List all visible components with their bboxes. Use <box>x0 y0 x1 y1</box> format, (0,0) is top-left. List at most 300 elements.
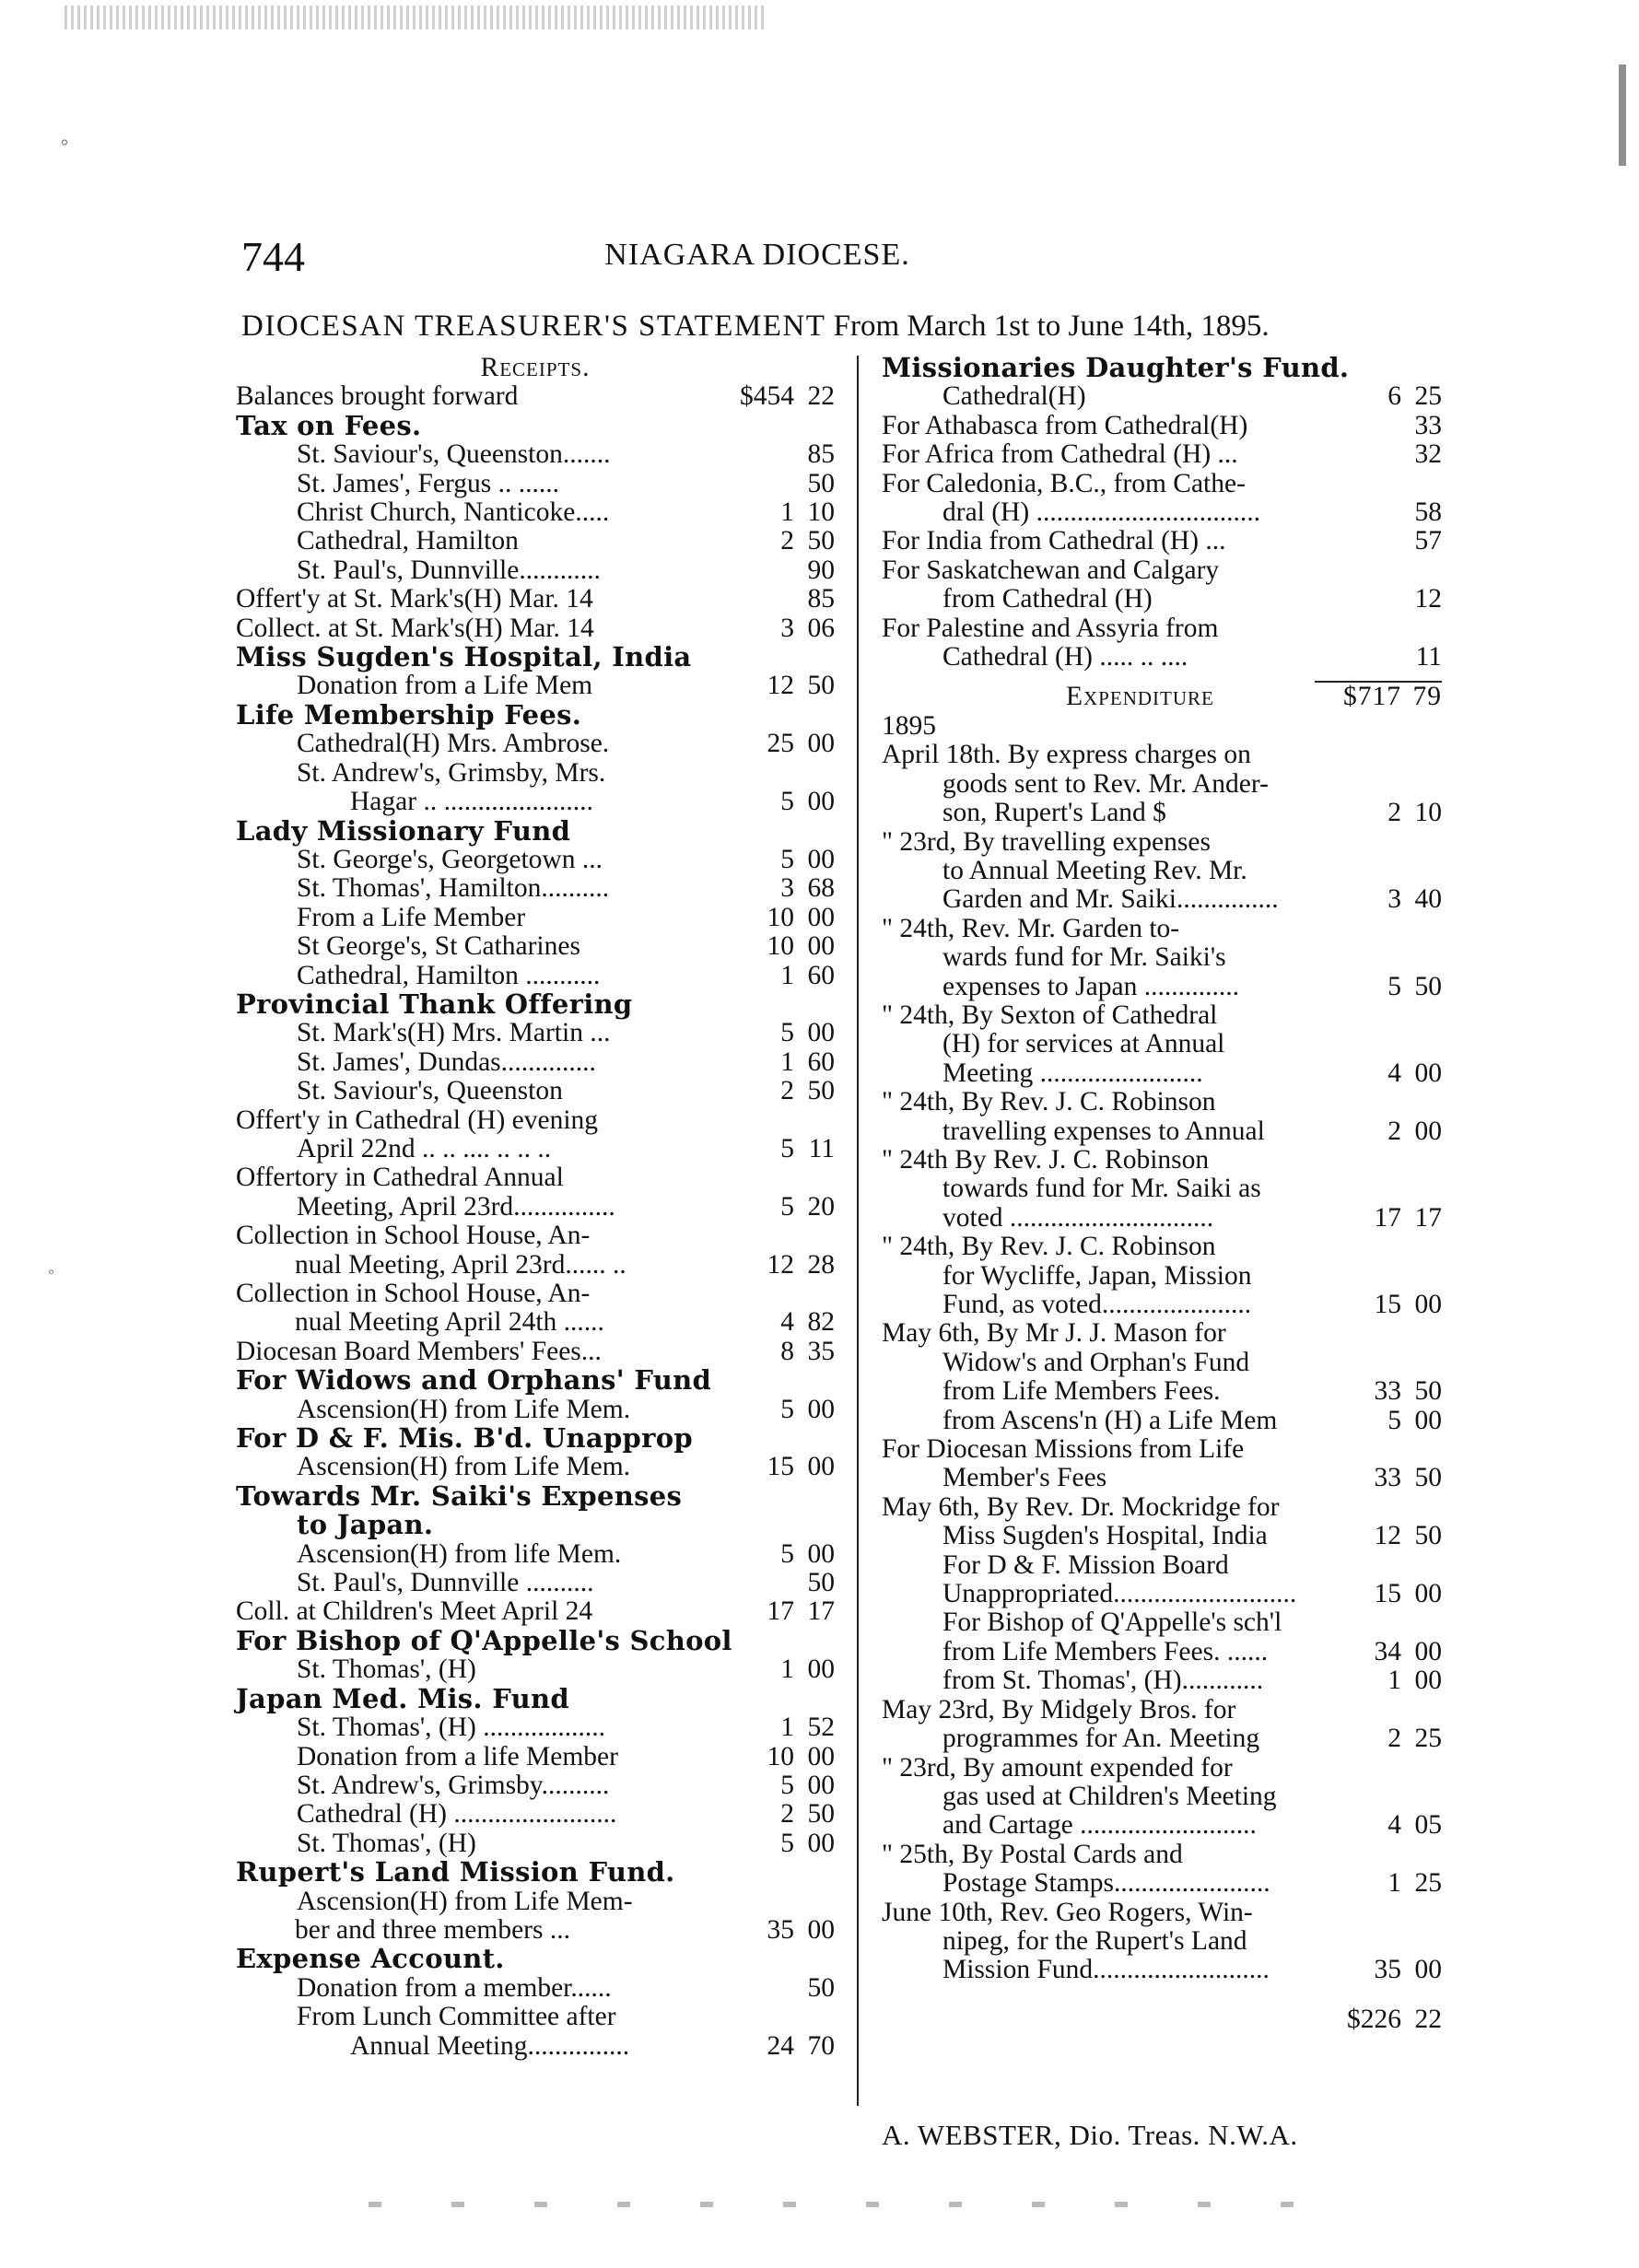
amount <box>1387 1435 1442 1464</box>
ledger-line-text: " 23rd, By amount expended for <box>882 1753 1233 1783</box>
ledger-line-text: from Life Members Fees. <box>942 1377 1221 1407</box>
ledger-line <box>236 614 835 643</box>
ledger-line-text: from Ascens'n (H) a Life Mem <box>942 1406 1278 1435</box>
amount <box>1387 1319 1442 1348</box>
ledger-line <box>882 1377 1442 1406</box>
ledger-line <box>882 1030 1442 1058</box>
amount <box>1387 614 1442 643</box>
amount-cents: 00 <box>807 902 835 932</box>
amount <box>779 470 835 498</box>
fund-heading-text: Japan Med. Mis. Fund <box>236 1682 569 1714</box>
ledger-line <box>236 1048 835 1077</box>
ledger-line <box>882 1349 1442 1377</box>
amount <box>1387 1927 1442 1956</box>
ledger-line <box>236 759 835 788</box>
fund-heading-text: Towards Mr. Saiki's Expenses <box>236 1479 683 1512</box>
amount-dollars: 1 <box>780 497 794 528</box>
amount-cents: 00 <box>807 1654 835 1685</box>
amount-cents: 35 <box>807 1336 835 1366</box>
ledger-line-text: Cathedral(H) Mrs. Ambrose. <box>297 730 610 759</box>
ledger-line <box>882 770 1442 799</box>
amount-dollars: 12 <box>1374 1521 1401 1551</box>
ledger-line <box>882 943 1442 972</box>
ledger-line-text: St. Paul's, Dunnville............ <box>297 555 601 585</box>
ledger-line-text: Ascension(H) from Life Mem. <box>297 1395 631 1424</box>
ledger-line-text: St. Thomas', (H) <box>297 1655 476 1685</box>
ledger-line <box>882 1233 1442 1261</box>
amount-cents: 82 <box>807 1307 835 1338</box>
amount-cents: 00 <box>807 1452 835 1482</box>
amount-dollars: 5 <box>780 1018 794 1048</box>
amount <box>779 1540 835 1569</box>
ledger-line <box>236 1396 835 1424</box>
amount-dollars: 35 <box>1374 1955 1401 1985</box>
amount-cents: 40 <box>1414 884 1442 915</box>
amount <box>1387 643 1442 672</box>
amount <box>779 1974 835 2003</box>
amount-cents: 20 <box>807 1191 835 1222</box>
ledger-line <box>236 1019 835 1047</box>
fund-heading <box>236 409 835 441</box>
amount-cents: 00 <box>1414 1405 1442 1435</box>
amount-cents: 00 <box>807 1538 835 1569</box>
amount-dollars: 5 <box>780 1828 794 1858</box>
amount-cents: 50 <box>807 671 835 701</box>
scan-artifact-bottom <box>369 2202 1345 2207</box>
ledger-line-text: St. Saviour's, Queenston....... <box>297 440 611 470</box>
page-header <box>241 232 1384 287</box>
ledger-line <box>236 1655 835 1684</box>
ledger-line <box>236 1743 835 1771</box>
ledger-line-text: ber and three members ... <box>295 1915 570 1945</box>
amount-dollars: 3 <box>780 613 794 643</box>
amount <box>779 1569 835 1597</box>
amount-dollars: 10 <box>767 931 794 962</box>
amount-cents: 00 <box>1414 1290 1442 1319</box>
amount <box>1387 1117 1442 1146</box>
amount-dollars: 1 <box>1387 1666 1401 1696</box>
amount <box>1387 382 1442 411</box>
amount <box>1387 412 1442 440</box>
ledger-line <box>882 1059 1442 1088</box>
amount <box>1387 915 1442 943</box>
ledger-line <box>882 1204 1442 1233</box>
amount <box>1387 1349 1442 1377</box>
amount <box>1375 1204 1443 1233</box>
ledger-line-text: Fund, as voted...................... <box>942 1291 1252 1319</box>
ledger-line <box>882 741 1442 769</box>
ledger-line <box>236 527 835 555</box>
amount <box>779 759 835 788</box>
ledger-line-text: Collect. at St. Mark's(H) Mar. 14 <box>236 614 594 643</box>
amount <box>1387 1175 1442 1203</box>
amount <box>779 2003 835 2031</box>
ledger-line-text: goods sent to Rev. Mr. Ander- <box>942 769 1269 799</box>
ledger-line-text: from St. Thomas', (H)............ <box>942 1666 1264 1696</box>
amount-dollars: 17 <box>1374 1202 1401 1233</box>
ledger-line <box>882 1146 1442 1175</box>
ledger-line <box>236 672 835 700</box>
amount <box>1387 1841 1442 1869</box>
amount-cents: 22 <box>807 381 835 412</box>
amount-dollars: 15 <box>1374 1290 1401 1319</box>
ledger-line-text: St George's, St Catharines <box>297 932 580 962</box>
fund-heading <box>236 1424 835 1453</box>
ledger-line <box>882 1117 1442 1146</box>
amount <box>779 1193 835 1222</box>
amount-cents: 60 <box>807 1046 835 1077</box>
statement-title-period: From March 1st to June 14th, 1895. <box>833 310 1270 343</box>
column-divider <box>857 356 859 2106</box>
scan-artifact-right <box>1619 64 1626 166</box>
amount-cents: 00 <box>1414 1116 1442 1146</box>
fund-heading <box>236 1366 835 1395</box>
amount-cents: 90 <box>807 555 835 585</box>
ledger-line-text: Cathedral, Hamilton <box>297 527 519 556</box>
amount <box>779 1163 835 1192</box>
amount-cents: 00 <box>807 1770 835 1800</box>
ledger-line <box>236 440 835 469</box>
ledger-line-text: Mission Fund.......................... <box>942 1956 1270 1985</box>
amount <box>1387 1407 1442 1435</box>
amount-dollars: 34 <box>1374 1636 1401 1666</box>
amount <box>1375 1377 1443 1406</box>
amount-dollars: 2 <box>780 1799 794 1830</box>
amount-dollars: 12 <box>767 671 794 701</box>
ledger-line <box>882 585 1442 614</box>
ledger-line <box>882 1927 1442 1956</box>
ledger-line <box>236 1916 835 1945</box>
amount-cents: 00 <box>807 1914 835 1945</box>
ledger-line-text: and Cartage .......................... <box>942 1811 1257 1841</box>
ledger-line-text: son, Rupert's Land $ <box>942 799 1166 828</box>
ledger-line <box>236 1540 835 1569</box>
ledger-line-text: voted .............................. <box>942 1203 1214 1233</box>
ledger-line-text: For Athabasca from Cathedral(H) <box>882 411 1248 440</box>
amount-cents: 25 <box>1414 1724 1442 1754</box>
ledger-line-text: programmes for An. Meeting <box>942 1724 1260 1754</box>
amount-cents: 32 <box>1414 439 1442 470</box>
running-title: NIAGARA DIOCESE. <box>604 238 910 272</box>
ledger-line-text: For Africa from Cathedral (H) ... <box>882 440 1238 470</box>
amount <box>779 1888 835 1916</box>
ledger-line-text: For Diocesan Missions from Life <box>882 1435 1245 1465</box>
ledger-line-text: Widow's and Orphan's Fund <box>942 1348 1250 1377</box>
ledger-line-text: 1895 <box>882 711 936 741</box>
amount <box>779 1048 835 1077</box>
spacer <box>882 1985 1442 2005</box>
amount <box>1387 857 1442 885</box>
amount-cents: 00 <box>807 844 835 874</box>
amount <box>1387 1608 1442 1637</box>
amount-cents: 00 <box>1414 1666 1442 1696</box>
amount <box>1375 1956 1443 1984</box>
fund-heading <box>236 1945 835 1973</box>
fund-heading-text: to Japan. <box>297 1509 434 1541</box>
ledger-line <box>882 440 1442 469</box>
fund-heading-text: For D & F. Mis. B'd. Unapprop <box>236 1422 693 1455</box>
ledger-line <box>882 1783 1442 1811</box>
ledger-line-text: Collection in School House, An- <box>236 1280 591 1308</box>
ledger-line-text: St. Andrew's, Grimsby.......... <box>297 1771 610 1800</box>
amount-cents: 17 <box>807 1596 835 1627</box>
amount-cents: 50 <box>1414 1376 1442 1407</box>
ledger-line <box>236 932 835 961</box>
amount <box>767 904 836 932</box>
ledger-line <box>882 1407 1442 1435</box>
amount <box>1387 1666 1442 1695</box>
amount <box>1387 527 1442 555</box>
ledger-line-text: for Wycliffe, Japan, Mission <box>942 1261 1252 1291</box>
ledger-line <box>882 1811 1442 1840</box>
ledger-line-text: " 24th, By Sexton of Cathedral <box>882 1000 1218 1030</box>
ledger-line <box>882 1724 1442 1753</box>
ledger-line-text: Annual Meeting............... <box>350 2031 630 2061</box>
ledger-line-text: Donation from a life Member <box>297 1742 618 1771</box>
amount <box>1387 1724 1442 1753</box>
amount-cents: 50 <box>1414 1463 1442 1493</box>
amount <box>779 1077 835 1105</box>
amount <box>779 614 835 643</box>
ledger-line <box>882 527 1442 555</box>
amount-dollars: 5 <box>780 1538 794 1569</box>
ledger-line-text: Cathedral (H) ........................ <box>297 1800 617 1830</box>
ledger-line-text: St. James', Dundas.............. <box>297 1047 596 1077</box>
ledger-line-text: From Lunch Committee after <box>297 2003 616 2032</box>
ledger-line <box>882 1262 1442 1291</box>
amount-dollars: 4 <box>780 1307 794 1338</box>
margin-mark: ◦ <box>48 1262 55 1282</box>
amount <box>767 932 836 961</box>
amount-cents: 50 <box>1414 971 1442 1001</box>
fund-heading-text: For Widows and Orphans' Fund <box>236 1364 712 1397</box>
amount <box>779 1222 835 1250</box>
amount <box>779 1396 835 1424</box>
amount-dollars: 1 <box>780 1654 794 1685</box>
amount-cents: 10 <box>1414 798 1442 828</box>
amount-dollars: 33 <box>1374 1376 1401 1407</box>
amount-dollars: 5 <box>780 844 794 874</box>
amount <box>1375 1464 1443 1492</box>
amount <box>779 1655 835 1684</box>
ledger-line-text: Member's Fees <box>942 1464 1107 1493</box>
amount-dollars: 12 <box>767 1249 794 1280</box>
ledger-line <box>236 846 835 874</box>
amount <box>1375 1638 1443 1666</box>
amount-cents: 00 <box>807 1828 835 1858</box>
section-heading <box>236 354 835 382</box>
ledger-line-text: For Palestine and Assyria from <box>882 614 1219 643</box>
amount-cents: 00 <box>1414 1955 1442 1985</box>
ledger-line-text: Balances brought forward <box>236 382 519 412</box>
receipts-column <box>236 354 835 2061</box>
fund-heading-text: Provincial Thank Offering <box>236 988 633 1020</box>
expenditure-column <box>882 354 1442 2034</box>
ledger-line <box>882 712 1442 741</box>
amount-cents: 68 <box>807 873 835 904</box>
amount <box>779 1338 835 1366</box>
amount <box>1387 1754 1442 1783</box>
amount <box>1387 885 1442 914</box>
fund-heading-text: Rupert's Land Mission Fund. <box>236 1856 675 1888</box>
amount <box>740 382 835 411</box>
amount <box>1343 683 1442 711</box>
ledger-line-text: For Saskatchewan and Calgary <box>882 555 1220 585</box>
amount-dollars: $717 <box>1343 682 1401 712</box>
ledger-line-text: Offert'y in Cathedral (H) evening <box>236 1105 599 1135</box>
amount <box>1387 1233 1442 1261</box>
amount-cents: 10 <box>807 497 835 528</box>
amount <box>1387 1262 1442 1291</box>
fund-heading-text: Miss Sugden's Hospital, India <box>236 641 692 673</box>
ledger-line <box>882 1841 1442 1869</box>
ledger-line <box>882 1608 1442 1637</box>
amount <box>1387 770 1442 799</box>
ledger-line <box>236 1280 835 1308</box>
ledger-line <box>236 1597 835 1626</box>
ledger-line-text: Postage Stamps....................... <box>942 1869 1270 1899</box>
ledger-line <box>236 382 835 411</box>
amount <box>1387 1059 1442 1088</box>
amount-dollars: 5 <box>1387 1405 1401 1435</box>
ledger-line-text: For Bishop of Q'Appelle's sch'l <box>942 1608 1282 1638</box>
fund-heading <box>236 1682 835 1714</box>
amount <box>1387 1146 1442 1175</box>
ledger-line-text: " 23rd, By travelling expenses <box>882 827 1211 857</box>
amount <box>767 1743 836 1771</box>
fund-heading <box>882 354 1442 382</box>
amount-cents: 50 <box>807 1568 835 1598</box>
amount-cents: 60 <box>807 960 835 990</box>
amount-cents: 50 <box>807 1799 835 1830</box>
margin-mark: ° <box>61 136 68 157</box>
amount-dollars: 15 <box>767 1452 794 1482</box>
ledger-line <box>882 412 1442 440</box>
ledger-line <box>236 1308 835 1337</box>
ledger-line-text: Coll. at Children's Meet April 24 <box>236 1597 593 1627</box>
amount <box>779 1830 835 1858</box>
amount <box>1387 556 1442 585</box>
ledger-line <box>236 1713 835 1742</box>
amount-cents: 00 <box>807 1741 835 1771</box>
amount <box>1387 712 1442 741</box>
ledger-line <box>882 1956 1442 1984</box>
fund-heading-text: Expense Account. <box>236 1943 505 1975</box>
statement-title <box>241 310 1439 344</box>
amount <box>1387 1493 1442 1522</box>
ledger-line <box>882 1666 1442 1695</box>
ledger-line-text: Christ Church, Nanticoke..... <box>297 498 610 528</box>
ledger-line <box>882 1493 1442 1522</box>
amount-dollars: 33 <box>1374 1463 1401 1493</box>
amount-dollars: 6 <box>1387 381 1401 412</box>
amount <box>779 498 835 527</box>
ledger-line <box>882 556 1442 585</box>
fund-heading <box>236 1624 835 1656</box>
amount-cents: 52 <box>807 1713 835 1743</box>
ledger-line <box>882 1754 1442 1783</box>
amount <box>1387 1001 1442 1030</box>
ledger-line-text: Hagar .. ...................... <box>350 788 593 817</box>
ledger-line <box>236 498 835 527</box>
ledger-line-text: from Cathedral (H) <box>942 585 1153 614</box>
ledger-line <box>882 973 1442 1001</box>
ledger-line <box>236 1338 835 1366</box>
ledger-line <box>236 874 835 903</box>
amount <box>767 2032 836 2061</box>
amount <box>767 1251 836 1280</box>
amount <box>1387 585 1442 614</box>
amount-dollars: 3 <box>780 873 794 904</box>
amount <box>779 846 835 874</box>
fund-heading <box>236 1858 835 1887</box>
amount <box>1387 741 1442 769</box>
fund-heading <box>236 1511 835 1539</box>
ledger-line <box>882 1522 1442 1550</box>
amount-cents: 06 <box>807 613 835 643</box>
amount-dollars: 2 <box>1387 798 1401 828</box>
amount-dollars: 2 <box>780 1076 794 1106</box>
ledger-line-text: For D & F. Mission Board <box>942 1550 1229 1580</box>
section-heading <box>882 683 1442 711</box>
amount-cents: 00 <box>1414 1058 1442 1088</box>
ledger-line-text: Unappropriated........................... <box>942 1580 1297 1609</box>
ledger-line <box>236 470 835 498</box>
ledger-line <box>882 1088 1442 1116</box>
ledger-line <box>882 857 1442 885</box>
ledger-line <box>236 1106 835 1135</box>
amount <box>1387 973 1442 1001</box>
ledger-line-text: St. George's, Georgetown ... <box>297 845 603 874</box>
ledger-line-text: (H) for services at Annual <box>942 1030 1225 1059</box>
amount-dollars: 25 <box>767 729 794 759</box>
amount <box>779 788 835 816</box>
amount-dollars: 15 <box>1374 1579 1401 1609</box>
amount-cents: 58 <box>1414 497 1442 528</box>
amount <box>767 1916 836 1945</box>
section-heading-text: Expenditure <box>1066 683 1214 712</box>
ledger-line-text: April 22nd .. .. .... .. .. .. <box>297 1134 552 1163</box>
amount <box>1375 1291 1443 1319</box>
ledger-line <box>882 1899 1442 1927</box>
ledger-line <box>882 1696 1442 1724</box>
ledger-line-text: Collection in School House, An- <box>236 1222 591 1251</box>
fund-heading <box>236 643 835 672</box>
ledger-line <box>236 1569 835 1597</box>
ledger-line-text: Ascension(H) from Life Mem- <box>297 1887 633 1916</box>
amount-cents: 50 <box>807 468 835 498</box>
ledger-total <box>882 2005 1442 2034</box>
amount-cents: 00 <box>807 787 835 817</box>
amount-dollars: 1 <box>1387 1868 1401 1899</box>
ledger-line-text: Cathedral(H) <box>942 382 1086 412</box>
ledger-line-text: nipeg, for the Rupert's Land <box>942 1926 1247 1956</box>
ledger-line <box>882 828 1442 857</box>
amount-dollars: 1 <box>780 960 794 990</box>
ledger-line-text: nual Meeting, April 23rd...... .. <box>295 1250 626 1280</box>
amount <box>1387 1551 1442 1580</box>
ledger-line <box>236 2032 835 2061</box>
amount <box>767 730 836 758</box>
ledger-line-text: " 25th, By Postal Cards and <box>882 1840 1183 1869</box>
amount <box>779 585 835 614</box>
ledger-line-text: St. Thomas', (H) .................. <box>297 1713 606 1743</box>
ledger-line <box>236 1193 835 1222</box>
amount <box>779 556 835 585</box>
ledger-line-text: wards fund for Mr. Saiki's <box>942 943 1226 973</box>
amount <box>1387 828 1442 857</box>
amount-cents: 22 <box>1414 2004 1442 2034</box>
